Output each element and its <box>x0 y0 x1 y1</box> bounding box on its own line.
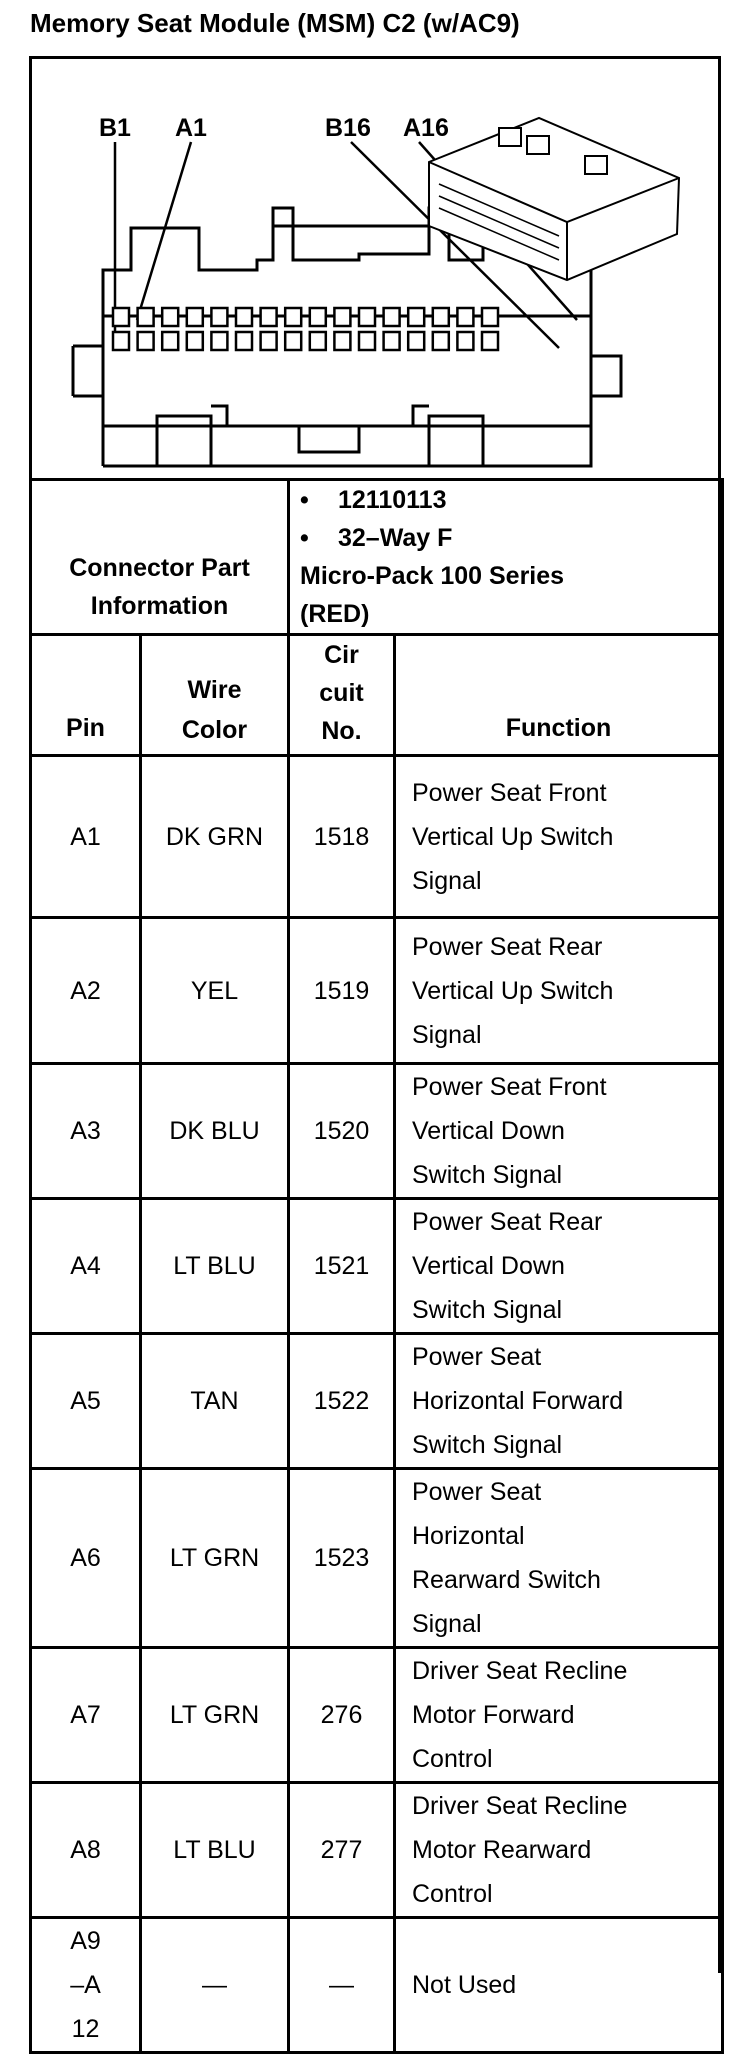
table-row <box>31 1199 723 1334</box>
cell-function <box>395 1783 723 1918</box>
cell-function-line: Control <box>412 1880 493 1908</box>
table-row <box>31 1469 723 1648</box>
header-circuit <box>289 635 395 756</box>
pin-cavity <box>384 308 400 326</box>
pin-cavity <box>236 308 252 326</box>
header-row <box>31 635 723 756</box>
header-function: Function <box>395 635 723 756</box>
cell-function-line: Switch Signal <box>412 1431 563 1459</box>
pin-cavity <box>310 332 326 350</box>
cell-pin <box>31 1334 141 1469</box>
connector-info-details <box>289 480 723 635</box>
cell-function-line: Vertical Down <box>412 1252 565 1280</box>
cell-circuit: 1520 <box>289 1064 395 1199</box>
cell-pin-line: A4 <box>70 1252 101 1280</box>
cell-pin <box>31 1918 141 2053</box>
pin-cavity <box>359 332 375 350</box>
cell-function-line: Rearward Switch <box>412 1566 601 1594</box>
pinout-table <box>29 478 724 2054</box>
cell-pin-line: A1 <box>70 822 101 851</box>
cell-pin <box>31 1783 141 1918</box>
cell-wire-color: LT BLU <box>141 1199 289 1334</box>
label-b16: B16 <box>325 114 371 142</box>
cell-function-line: Motor Forward <box>412 1701 575 1729</box>
way-count: • 32–Way F <box>300 524 453 552</box>
cell-function-line: Power Seat Rear <box>412 1208 603 1236</box>
cell-function-line: Power Seat <box>412 1478 542 1506</box>
pin-cavity <box>408 308 424 326</box>
cell-function <box>395 1064 723 1199</box>
cell-function-line: Power Seat <box>412 1343 542 1371</box>
cell-function-line: Vertical Up Switch <box>412 976 614 1005</box>
cell-function <box>395 1469 723 1648</box>
cell-circuit: 1523 <box>289 1469 395 1648</box>
cell-circuit: 1518 <box>289 756 395 918</box>
cell-wire-color: LT GRN <box>141 1469 289 1648</box>
cell-pin-line: –A <box>70 1971 101 1999</box>
cell-circuit: 1519 <box>289 918 395 1064</box>
cell-pin <box>31 1469 141 1648</box>
table-row <box>31 1783 723 1918</box>
cell-wire-color: DK GRN <box>141 756 289 918</box>
pin-cavity <box>138 332 154 350</box>
pin-cavity <box>236 332 252 350</box>
cell-circuit: 1521 <box>289 1199 395 1334</box>
pin-cavity <box>261 308 277 326</box>
pin-cavity <box>138 308 154 326</box>
connector-info-row <box>31 480 723 635</box>
connector-info-label-line1: Connector Part <box>69 554 250 582</box>
cell-function <box>395 1334 723 1469</box>
label-b1: B1 <box>99 114 131 142</box>
cell-wire-color: YEL <box>141 918 289 1064</box>
cell-pin <box>31 756 141 918</box>
cell-function-line: Driver Seat Recline <box>412 1792 628 1820</box>
pin-cavity <box>457 332 473 350</box>
header-circuit-line2: cuit <box>319 679 364 707</box>
cell-function <box>395 1199 723 1334</box>
pin-cavity <box>457 308 473 326</box>
cell-wire-color: TAN <box>141 1334 289 1469</box>
cell-function <box>395 1918 723 2053</box>
series-name: Micro-Pack 100 Series <box>300 562 565 590</box>
pin-cavity <box>211 308 227 326</box>
header-circuit-line3: No. <box>321 717 362 745</box>
table-row <box>31 1064 723 1199</box>
cell-function-line: Motor Rearward <box>412 1836 592 1864</box>
cell-function-line: Signal <box>412 866 482 895</box>
pin-cavity <box>211 332 227 350</box>
cell-function <box>395 1648 723 1783</box>
pin-cavity <box>384 332 400 350</box>
pin-cavity <box>261 332 277 350</box>
pin-cavity <box>113 332 129 350</box>
pin-cavity <box>433 332 449 350</box>
cell-pin <box>31 918 141 1064</box>
pin-cavity <box>187 308 203 326</box>
table-row <box>31 1648 723 1783</box>
header-wire-color <box>141 635 289 756</box>
part-number-text: 12110113 <box>338 486 447 514</box>
pin-cavity <box>162 332 178 350</box>
cell-function-line: Horizontal Forward <box>412 1387 624 1415</box>
cell-pin-line: A5 <box>70 1387 101 1415</box>
pin-cavity <box>482 308 498 326</box>
connector-color: (RED) <box>300 600 370 628</box>
part-number: • 12110113 <box>300 486 447 514</box>
cell-circuit: 276 <box>289 1648 395 1783</box>
cell-function-line: Power Seat Front <box>412 778 607 807</box>
cell-pin-line: A2 <box>70 976 101 1005</box>
cell-pin <box>31 1064 141 1199</box>
cell-function-line: Vertical Down <box>412 1117 565 1145</box>
pin-cavity <box>113 308 129 326</box>
pin-cavity <box>334 332 350 350</box>
pin-cavity <box>359 308 375 326</box>
pin-cavity <box>285 308 301 326</box>
cell-function-line: Switch Signal <box>412 1296 563 1324</box>
cell-pin <box>31 1199 141 1334</box>
label-a1: A1 <box>175 114 207 142</box>
table-row <box>31 918 723 1064</box>
cell-wire-color: LT GRN <box>141 1648 289 1783</box>
header-wire-color-line1: Wire <box>187 676 242 704</box>
cell-wire-color: DK BLU <box>141 1064 289 1199</box>
cell-pin-line: A8 <box>70 1836 101 1864</box>
cell-circuit: — <box>289 1918 395 2053</box>
connector-diagram <box>29 56 721 480</box>
connector-info-label <box>31 480 289 635</box>
cell-pin-line: A9 <box>70 1927 101 1955</box>
header-pin: Pin <box>31 635 141 756</box>
pin-cavity <box>433 308 449 326</box>
cell-function-line: Power Seat Rear <box>412 932 603 961</box>
way-count-text: 32–Way F <box>338 524 453 552</box>
pin-cavity <box>482 332 498 350</box>
cell-wire-color: — <box>141 1918 289 2053</box>
label-a16: A16 <box>403 114 449 142</box>
cell-function <box>395 918 723 1064</box>
pin-cavity <box>162 308 178 326</box>
pin-cavity <box>310 308 326 326</box>
page-title: Memory Seat Module (MSM) C2 (w/AC9) <box>30 8 520 38</box>
cell-function <box>395 756 723 918</box>
pin-cavities <box>113 308 498 350</box>
cell-wire-color: LT BLU <box>141 1783 289 1918</box>
pin-cavity <box>187 332 203 350</box>
cell-pin-line: A3 <box>70 1117 101 1145</box>
connector-info-label-line2: Information <box>90 592 229 620</box>
cell-function-line: Control <box>412 1745 493 1773</box>
cell-function-line: Power Seat Front <box>412 1073 607 1101</box>
table-row <box>31 756 723 918</box>
cell-function-line: Signal <box>412 1610 482 1638</box>
cell-pin-line: A7 <box>70 1701 101 1729</box>
table-row <box>31 1918 723 2053</box>
header-wire-color-line2: Color <box>181 716 248 744</box>
cell-pin-line: 12 <box>71 2015 100 2043</box>
cell-function-line: Vertical Up Switch <box>412 822 614 851</box>
cell-circuit: 1522 <box>289 1334 395 1469</box>
cell-function-line: Switch Signal <box>412 1161 563 1189</box>
cell-function-line: Horizontal <box>412 1522 525 1550</box>
pin-cavity <box>334 308 350 326</box>
cell-function-line: Signal <box>412 1020 482 1049</box>
cell-circuit: 277 <box>289 1783 395 1918</box>
pin-cavity <box>285 332 301 350</box>
cell-pin-line: A6 <box>70 1544 101 1572</box>
table-row <box>31 1334 723 1469</box>
cell-pin <box>31 1648 141 1783</box>
cell-function-line: Driver Seat Recline <box>412 1657 628 1685</box>
pin-cavity <box>408 332 424 350</box>
header-circuit-line1: Cir <box>324 641 359 669</box>
cell-function-line: Not Used <box>412 1971 517 1999</box>
